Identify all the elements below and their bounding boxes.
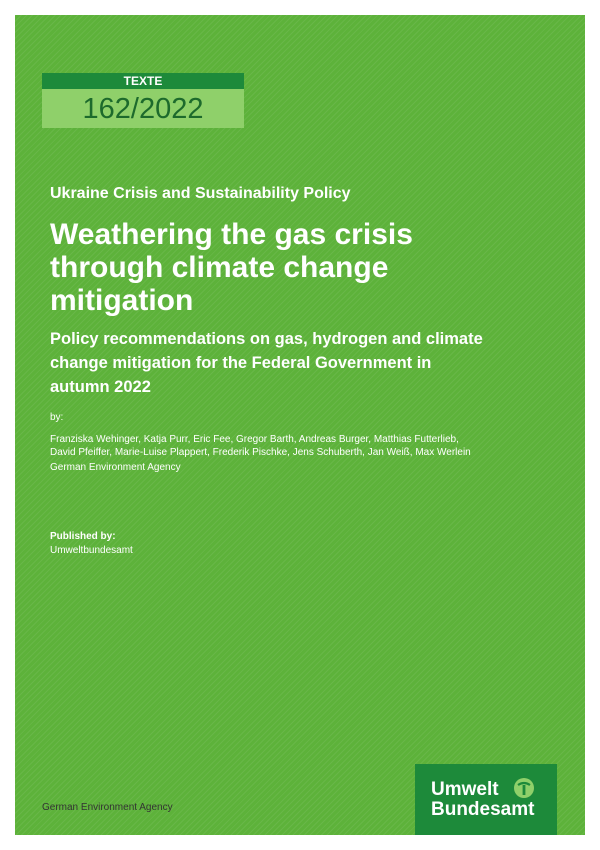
subtitle-line: autumn 2022 bbox=[50, 378, 151, 396]
series-badge-label: TEXTE bbox=[42, 73, 244, 89]
authors-line: Franziska Wehinger, Katja Purr, Eric Fee, Gregor Barth, Andreas Burger, Matthias Futterlieb, bbox=[50, 434, 459, 445]
logo-line-2: Bundesamt bbox=[431, 799, 535, 820]
document-subtitle bbox=[50, 327, 550, 399]
uba-logo bbox=[415, 764, 557, 835]
footer-agency: German Environment Agency bbox=[42, 802, 173, 813]
document-title bbox=[50, 218, 530, 317]
series-badge-number: 162/2022 bbox=[42, 89, 244, 128]
affiliation: German Environment Agency bbox=[50, 462, 181, 473]
cover-background bbox=[15, 15, 585, 835]
series-title: Ukraine Crisis and Sustainability Policy bbox=[50, 185, 351, 202]
subtitle-line: change mitigation for the Federal Government in bbox=[50, 354, 432, 372]
authors-list bbox=[50, 433, 471, 459]
authors-line: David Pfeiffer, Marie-Luise Plappert, Frederik Pischke, Jens Schuberth, Jan Weiß, Max Werlein bbox=[50, 447, 471, 458]
title-line: mitigation bbox=[50, 284, 194, 317]
title-line: through climate change bbox=[50, 251, 389, 284]
logo-line-1: Umwelt bbox=[431, 779, 499, 800]
subtitle-line: Policy recommendations on gas, hydrogen and climate bbox=[50, 330, 483, 348]
by-label: by: bbox=[50, 412, 64, 423]
published-by-label: Published by: bbox=[50, 531, 116, 542]
publisher-name: Umweltbundesamt bbox=[50, 545, 133, 556]
title-line: Weathering the gas crisis bbox=[50, 218, 413, 251]
uba-tree-logo-icon bbox=[513, 777, 535, 799]
